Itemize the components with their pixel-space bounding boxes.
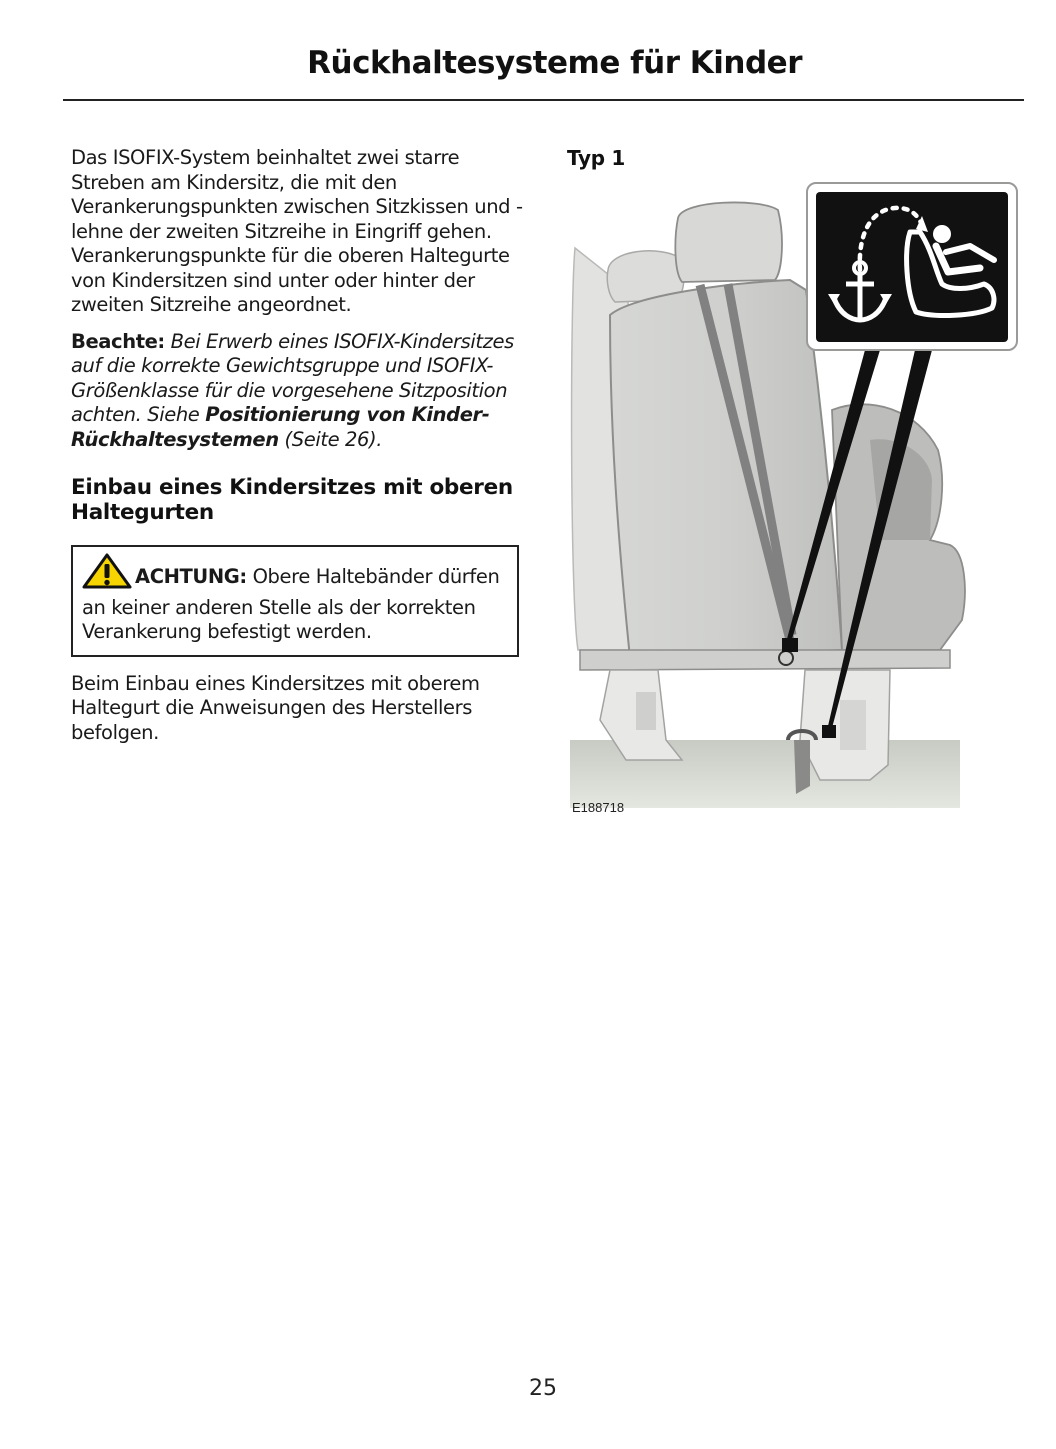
page-number: 25 — [529, 1376, 557, 1401]
warning-triangle-icon — [82, 553, 132, 596]
anchor-child-seat-icon — [807, 183, 1017, 350]
note-label: Beachte: — [71, 329, 165, 353]
section-heading: Einbau eines Kindersitzes mit oberen Haltegurten — [71, 475, 513, 525]
install-paragraph: Beim Einbau eines Kindersitzes mit oberem Haltegurt die Anweisungen des Herstellers befolgen. — [71, 671, 480, 744]
page-title: Rückhaltesysteme für Kinder — [307, 45, 802, 81]
figure-code: E188718 — [572, 800, 625, 815]
warning-label: ACHTUNG: — [135, 565, 247, 588]
intro-paragraph: Das ISOFIX-System beinhaltet zwei starre Streben am Kindersitz, die mit den Verankerungspunkten zwischen Sitzkissen und -lehne der zweiten Sitzreihe in Eingriff gehen. Verankerungspunkte für die oberen Haltegurte von Kindersitzen sind unter oder hinter der zweiten Sitzreihe angeordnet. — [71, 146, 523, 316]
note-paragraph — [71, 330, 523, 453]
note-crossref-link[interactable]: Positionierung von Kinder-Rückhaltesystemen — [71, 403, 490, 451]
note-text: Bei Erwerb eines ISOFIX-Kindersitzes auf die korrekte Gewichtsgruppe und ISOFIX-Größenklasse für die vorgesehene Sitzposition achten. Siehe — [71, 329, 514, 426]
warning-text: Obere Haltebänder dürfen an keiner anderen Stelle als der korrekten Verankerung befestigt werden. — [82, 565, 500, 643]
note-page-ref: (Seite 26). — [284, 427, 383, 451]
seat-illustration — [570, 180, 1020, 810]
figure-label: Typ 1 — [567, 146, 626, 170]
warning-box — [71, 545, 519, 657]
title-divider — [63, 99, 1024, 101]
left-column — [71, 146, 523, 745]
